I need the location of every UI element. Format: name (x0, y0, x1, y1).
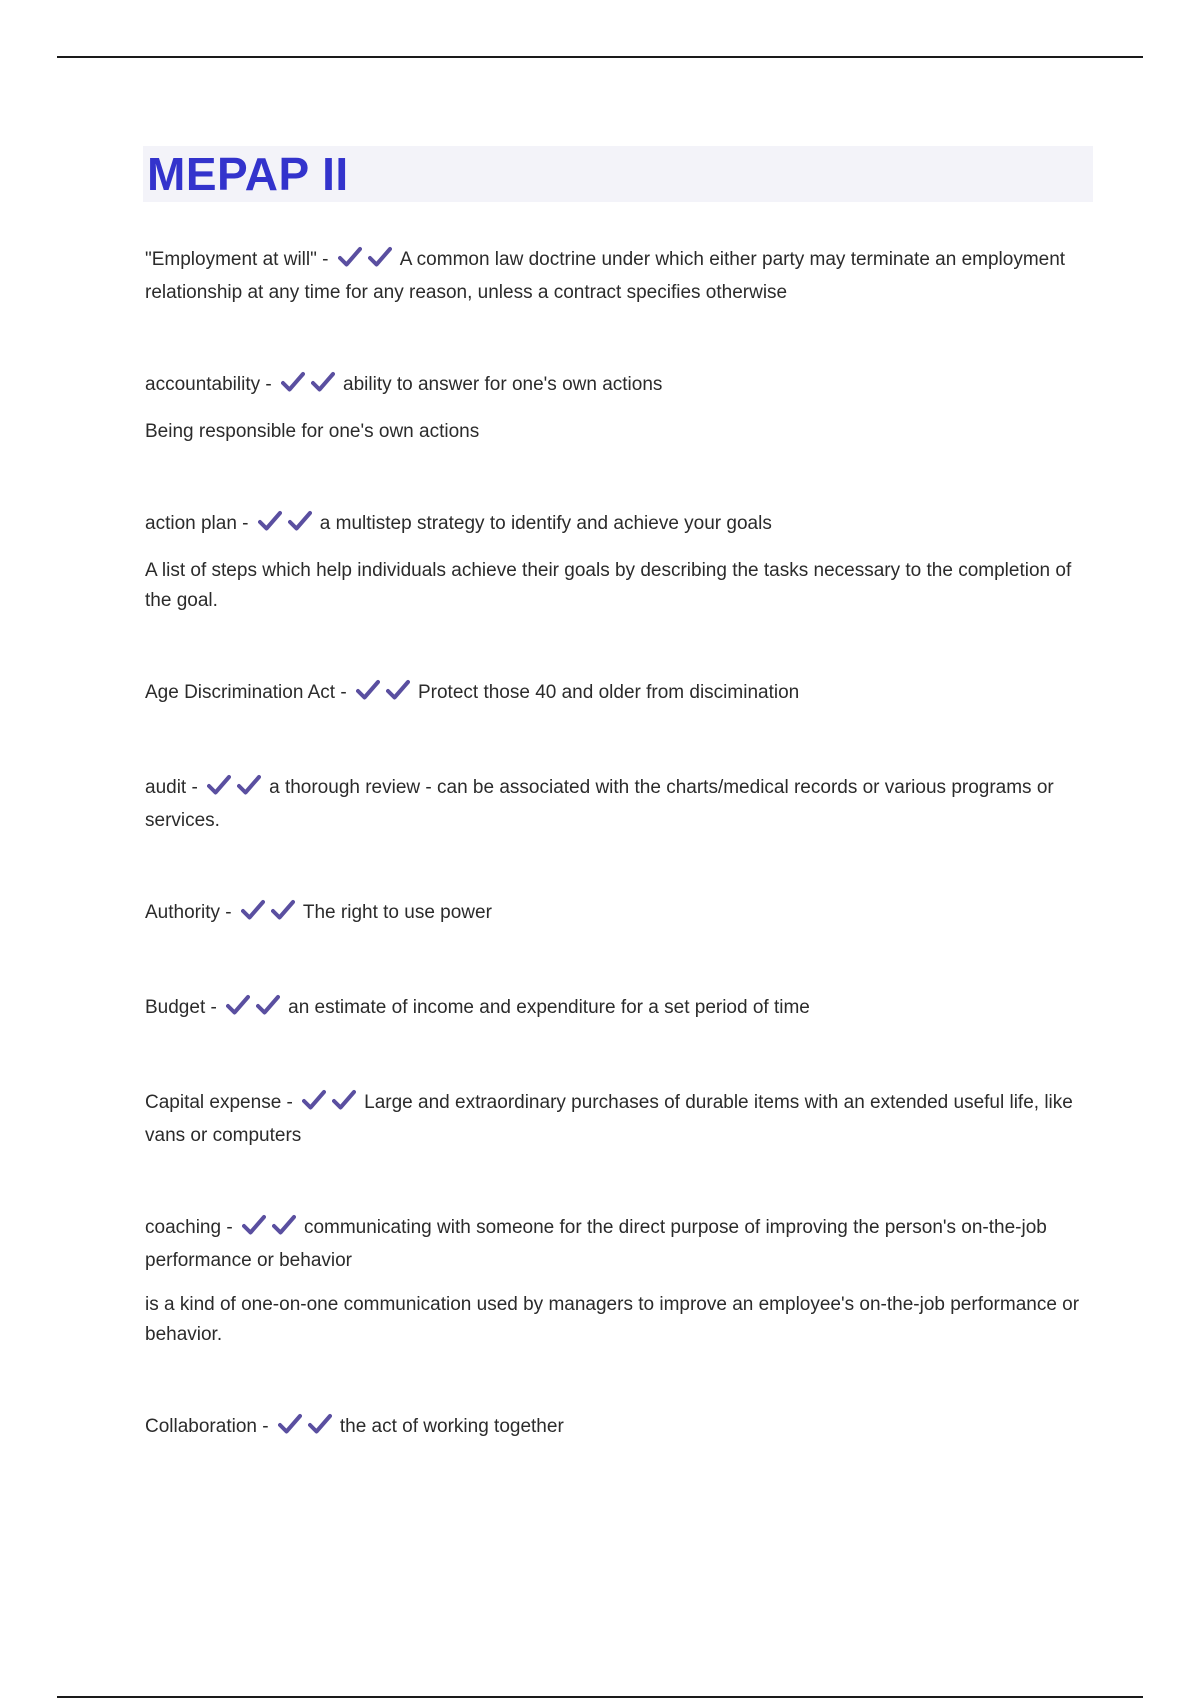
flashcard-entry (145, 370, 1095, 447)
entry-term: Capital expense (145, 1092, 282, 1113)
flashcard-entry (145, 773, 1095, 836)
checkmark-icon (256, 994, 280, 1016)
checkmark-icon (311, 371, 335, 393)
entry-definition: Protect those 40 and older from discimination (417, 682, 800, 703)
entry-separator: - (186, 777, 204, 798)
entry-definition: The right to use power (302, 902, 492, 923)
flashcard-entry (145, 1213, 1095, 1350)
entry-line (145, 1412, 1095, 1445)
entry-line (145, 773, 1095, 836)
entry-line (145, 245, 1095, 308)
entry-separator: - (316, 249, 334, 270)
flashcard-entry (145, 245, 1095, 308)
entry-separator: - (281, 1092, 299, 1113)
checkmark-icon (242, 1214, 266, 1236)
checkmark-icon (386, 679, 410, 701)
checkmark-icon (332, 1089, 356, 1111)
double-check-icons (356, 679, 416, 711)
checkmark-icon (258, 510, 282, 532)
checkmark-icon (271, 899, 295, 921)
page-title: MEPAP II (147, 148, 349, 200)
entry-line (145, 370, 1095, 403)
entry-definition: A common law doctrine under which either party may terminate an employment relationship at any time for any reason, unless a contract specifies otherwise (145, 249, 1066, 303)
entry-definition: the act of working together (339, 1416, 564, 1437)
entry-term: Age Discrimination Act (145, 682, 336, 703)
checkmark-icon (241, 899, 265, 921)
entry-separator: - (219, 902, 237, 923)
flashcard-entry (145, 1088, 1095, 1151)
entry-separator: - (335, 682, 352, 703)
entry-definition: an estimate of income and expenditure for a set period of time (288, 997, 810, 1018)
double-check-icons (302, 1089, 362, 1121)
bottom-rule (57, 1696, 1143, 1698)
entry-term: Authority (145, 902, 220, 923)
flashcard-entry (145, 1412, 1095, 1445)
double-check-icons (207, 774, 267, 806)
checkmark-icon (368, 246, 392, 268)
entry-line (145, 678, 1095, 711)
checkmark-icon (308, 1413, 332, 1435)
entry-extra-definition: Being responsible for one's own actions (145, 421, 480, 442)
checkmark-icon (281, 371, 305, 393)
checkmark-icon (356, 679, 380, 701)
double-check-icons (258, 510, 318, 542)
entry-separator: - (260, 374, 278, 395)
entry-term: Collaboration (145, 1416, 257, 1437)
entry-separator: - (236, 513, 254, 534)
entry-term: accountability (145, 374, 261, 395)
checkmark-icon (207, 774, 231, 796)
entry-term: action plan (145, 513, 237, 534)
entry-term: coaching (145, 1217, 222, 1238)
flashcard-entry (145, 993, 1095, 1026)
flashcard-entry (145, 898, 1095, 931)
entry-definition: a multistep strategy to identify and achieve your goals (319, 513, 772, 534)
double-check-icons (278, 1413, 338, 1445)
flashcard-list (145, 245, 1095, 1507)
double-check-icons (226, 994, 286, 1026)
top-rule (57, 56, 1143, 58)
entry-definition: ability to answer for one's own actions (343, 374, 663, 395)
entry-line (145, 509, 1095, 542)
entry-separator: - (256, 1416, 274, 1437)
entry-separator: - (205, 997, 223, 1018)
double-check-icons (242, 1214, 302, 1246)
entry-extra-definition: A list of steps which help individuals achieve their goals by describing the tasks necessary to the completion of the goal. (145, 560, 1072, 611)
checkmark-icon (288, 510, 312, 532)
entry-separator: - (221, 1217, 238, 1238)
entry-term: audit (145, 777, 187, 798)
entry-definition: communicating with someone for the direct purpose of improving the person's on-the-job performance or behavior (145, 1217, 1047, 1271)
checkmark-icon (338, 246, 362, 268)
checkmark-icon (226, 994, 250, 1016)
entry-definition: Large and extraordinary purchases of durable items with an extended useful life, like vans or computers (145, 1092, 1073, 1146)
entry-line (145, 1213, 1095, 1276)
entry-term: "Employment at will" (145, 249, 317, 270)
checkmark-icon (302, 1089, 326, 1111)
checkmark-icon (278, 1413, 302, 1435)
flashcard-entry (145, 509, 1095, 616)
checkmark-icon (237, 774, 261, 796)
double-check-icons (338, 246, 398, 278)
title-band (143, 146, 1093, 202)
entry-line (145, 898, 1095, 931)
flashcard-entry (145, 678, 1095, 711)
checkmark-icon (272, 1214, 296, 1236)
double-check-icons (281, 371, 341, 403)
entry-definition: a thorough review - can be associated with the charts/medical records or various programs or services. (145, 777, 1054, 831)
double-check-icons (241, 899, 301, 931)
entry-line (145, 993, 1095, 1026)
entry-term: Budget (145, 997, 206, 1018)
entry-line (145, 1088, 1095, 1151)
entry-extra-definition: is a kind of one-on-one communication used by managers to improve an employee's on-the-job performance or behavior. (145, 1294, 1080, 1345)
